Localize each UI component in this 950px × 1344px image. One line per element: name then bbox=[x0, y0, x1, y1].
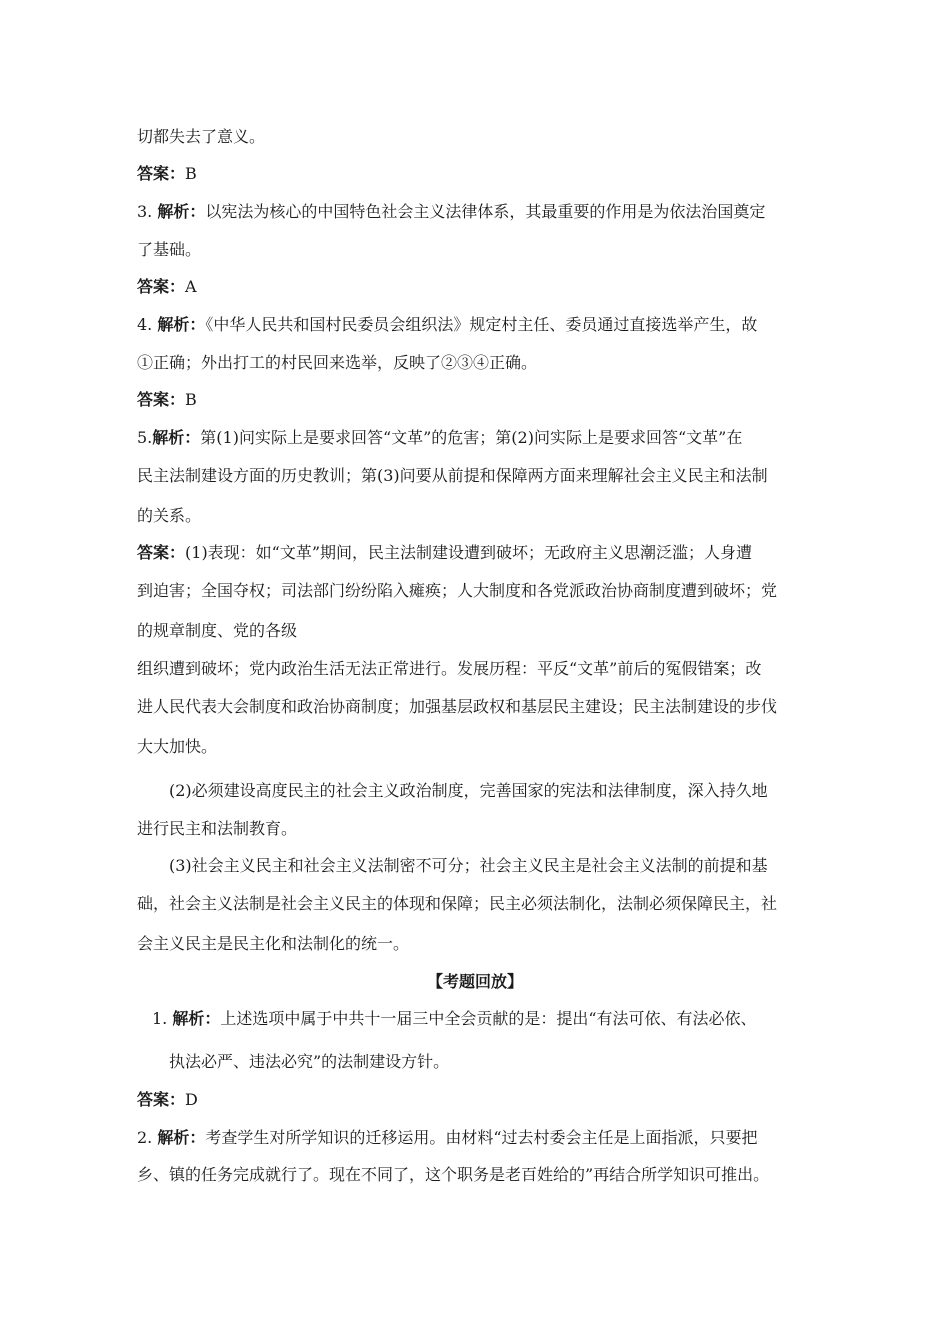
analysis-label: 解析： bbox=[152, 428, 201, 447]
analysis-label: 解析： bbox=[157, 1128, 206, 1147]
analysis-line: 5.解析：第(1)问实际上是要求回答“文革”的危害；第(2)问实际上是要求回答“文革”在 bbox=[137, 428, 743, 447]
text-line: 切都失去了意义。 bbox=[137, 127, 266, 146]
text-line: 的规章制度、党的各级 bbox=[137, 621, 298, 640]
analysis-line: 3. 解析：以宪法为核心的中国特色社会主义法律体系，其最重要的作用是为依法治国奠定 bbox=[137, 202, 766, 221]
answer-value: B bbox=[185, 390, 197, 409]
text-line: 大大加快。 bbox=[137, 737, 218, 756]
text-line: ①正确；外出打工的村民回来选举，反映了②③④正确。 bbox=[137, 353, 538, 372]
text-line: 组织遭到破坏；党内政治生活无法正常进行。发展历程：平反“文革”前后的冤假错案；改 bbox=[137, 659, 762, 678]
text-line: 础，社会主义法制是社会主义民主的体现和保障；民主必须法制化，法制必须保障民主，社 bbox=[137, 894, 778, 913]
analysis-label: 解析： bbox=[157, 315, 206, 334]
text-line: 进行民主和法制教育。 bbox=[137, 819, 298, 838]
analysis-line: 2. 解析：考查学生对所学知识的迁移运用。由材料“过去村委会主任是上面指派，只要把 bbox=[137, 1128, 758, 1147]
analysis-label: 解析： bbox=[172, 1009, 221, 1028]
section-title: 【考题回放】 bbox=[426, 972, 523, 991]
text-line: (3)社会主义民主和社会主义法制密不可分；社会主义民主是社会主义法制的前提和基 bbox=[169, 856, 768, 875]
text-line: 乡、镇的任务完成就行了。现在不同了，这个职务是老百姓给的”再结合所学知识可推出。 bbox=[137, 1165, 770, 1184]
text-line: (2)必须建设高度民主的社会主义政治制度，完善国家的宪法和法律制度，深入持久地 bbox=[169, 781, 768, 800]
answer-value: B bbox=[185, 164, 197, 183]
answer-line bbox=[137, 164, 817, 184]
analysis-line: 1. 解析：上述选项中属于中共十一届三中全会贡献的是：提出“有法可依、有法必依、 bbox=[152, 1009, 757, 1028]
answer-label: 答案： bbox=[137, 277, 186, 296]
text-line: 进人民代表大会制度和政治协商制度；加强基层政权和基层民主建设；民主法制建设的步伐 bbox=[137, 697, 778, 716]
analysis-line: 4. 解析：《中华人民共和国村民委员会组织法》规定村主任、委员通过直接选举产生，故 bbox=[137, 315, 758, 334]
answer-line: 答案：(1)表现：如“文革”期间，民主法制建设遭到破坏；无政府主义思潮泛滥；人身遭 bbox=[137, 543, 753, 562]
text-line: 了基础。 bbox=[137, 240, 202, 259]
answer-value: D bbox=[185, 1090, 198, 1109]
analysis-label: 解析： bbox=[157, 202, 206, 221]
answer-line bbox=[137, 277, 817, 297]
text-line: 会主义民主是民主化和法制化的统一。 bbox=[137, 934, 410, 953]
answer-label: 答案： bbox=[137, 164, 186, 183]
answer-label: 答案： bbox=[137, 543, 186, 562]
answer-label: 答案： bbox=[137, 1090, 186, 1109]
text-line: 执法必严、违法必究”的法制建设方针。 bbox=[169, 1052, 450, 1071]
text-line: 到迫害；全国夺权；司法部门纷纷陷入瘫痪；人大制度和各党派政治协商制度遭到破坏；党 bbox=[137, 581, 778, 600]
answer-line bbox=[137, 390, 817, 410]
text-line: 民主法制建设方面的历史教训；第(3)问要从前提和保障两方面来理解社会主义民主和法制 bbox=[137, 466, 768, 485]
answer-label: 答案： bbox=[137, 390, 186, 409]
text-line: 的关系。 bbox=[137, 506, 202, 525]
answer-line bbox=[137, 1090, 817, 1110]
answer-value: A bbox=[185, 277, 197, 296]
